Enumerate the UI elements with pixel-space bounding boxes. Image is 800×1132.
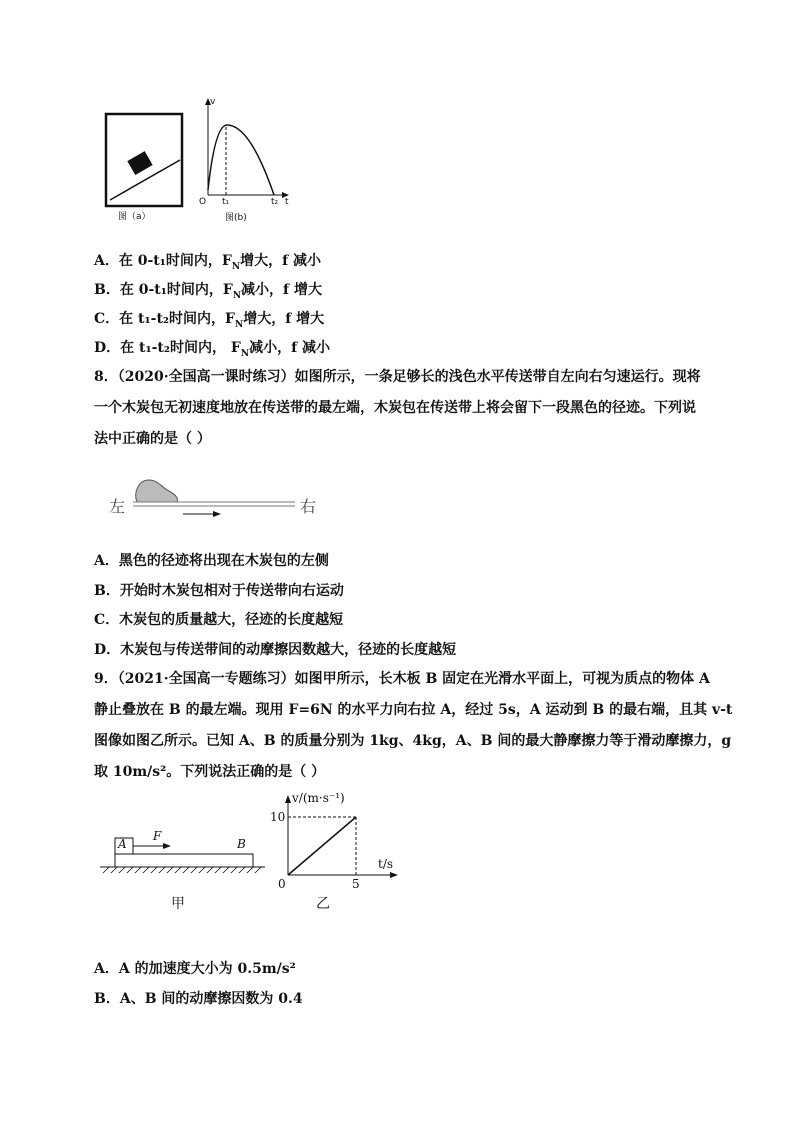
fig-b-t1: t₁ (222, 197, 230, 207)
conveyor-right-label: 右 (300, 497, 317, 516)
yi-origin: 0 (278, 877, 286, 891)
fig-a-caption: 图（a） (118, 212, 151, 222)
fig-b-t2: t₂ (271, 197, 279, 207)
conveyor-diagram (105, 470, 320, 520)
fig-b-axis-v: v (210, 97, 216, 107)
conveyor-left-label: 左 (109, 497, 126, 516)
q8-option-c: C．木炭包的质量越大，径迹的长度越短 (94, 612, 344, 628)
fig-yi-caption: 乙 (316, 896, 330, 912)
q7-figure-a (100, 110, 190, 225)
board-b-label: B (237, 837, 246, 851)
fig-jia-caption: 甲 (171, 896, 185, 912)
q8-option-a: A．黑色的径迹将出现在木炭包的左侧 (94, 553, 329, 569)
q9-figure-jia (95, 820, 270, 915)
block-a-label: A (118, 837, 127, 851)
incline-diagram (100, 110, 190, 225)
fig-b-axis-t: t (285, 197, 289, 207)
q7-option-c: C．在 t₁-t₂时间内，$F_N$增大，f 增大 (94, 311, 325, 330)
yi-tick-5: 5 (352, 877, 360, 891)
fig-b-origin: O (199, 197, 207, 207)
vt-curve-diagram (195, 95, 295, 225)
q8-conveyor-figure (105, 470, 320, 520)
q7-option-d: D．在 t₁-t₂时间内， $F_N$减小，f 减小 (94, 340, 330, 359)
q8-stem-line-2: 一个木炭包无初速度地放在传送带的最左端，木炭包在传送带上将会留下一段黑色的径迹。下列说 (94, 400, 696, 416)
q7-option-b: B．在 0-t₁时间内，$F_N$减小，f 增大 (94, 282, 322, 301)
q8-option-d: D．木炭包与传送带间的动摩擦因数越大，径迹的长度越短 (94, 642, 457, 658)
q8-stem-line-1: 8．（2020·全国高一课时练习）如图所示，一条足够长的浅色水平传送带自左向右匀速运行。现将 (94, 369, 701, 385)
q9-option-a: A．A 的加速度大小为 0.5m/s² (94, 961, 296, 977)
yi-tick-10: 10 (270, 810, 286, 824)
q8-stem-line-3: 法中正确的是（ ） (94, 431, 211, 447)
q9-figure-yi (268, 785, 408, 915)
q9-stem-line-4: 取 10m/s²。下列说法正确的是（ ） (94, 764, 326, 780)
yi-axis-t: t/s (378, 857, 394, 871)
q7-figure-b (195, 95, 295, 225)
q9-stem-line-1: 9．（2021·全国高一专题练习）如图甲所示，长木板 B 固定在光滑水平面上，可视为质点的物体 A (94, 671, 710, 687)
q9-stem-line-3: 图像如图乙所示。已知 A、B 的质量分别为 1kg、4kg，A、B 间的最大静摩擦力等于滑动摩擦力，g (94, 733, 732, 749)
fig-b-caption: 图(b) (225, 213, 247, 223)
q9-stem-line-2: 静止叠放在 B 的最左端。现用 F=6N 的水平力向右拉 A，经过 5s，A 运动到 B 的最右端，且其 v-t (94, 702, 733, 718)
q7-option-a: A．在 0-t₁时间内，$F_N$增大，f 减小 (94, 253, 321, 272)
q8-option-b: B．开始时木炭包相对于传送带向右运动 (94, 583, 344, 599)
force-f-label: F (153, 829, 162, 843)
q9-option-b: B．A、B 间的动摩擦因数为 0.4 (94, 991, 303, 1007)
yi-axis-v: v/(m·s⁻¹) (292, 791, 345, 805)
